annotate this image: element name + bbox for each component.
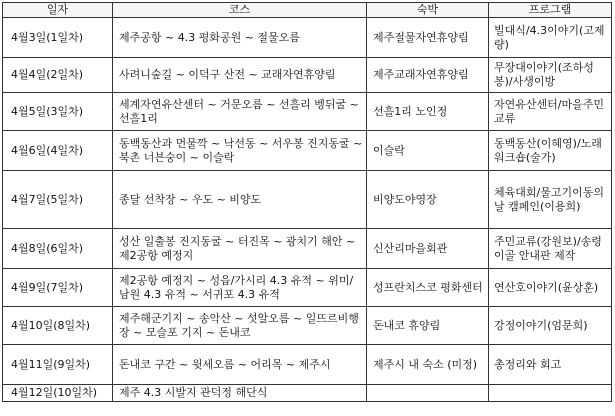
course-cell: 성산 일출봉 진지동굴 ~ 터진목 ~ 광치기 해안 ~ 제2공항 예정지 [113, 229, 367, 269]
program-cell: 동백동산(이혜영)/노래워크숍(술가) [489, 131, 612, 171]
date-cell: 4월8일(6일차) [3, 229, 113, 269]
header-lodging: 숙박 [367, 3, 489, 18]
lodging-cell: 제주교래자연휴양림 [367, 58, 489, 93]
program-cell: 자연유산센터/마을주민교류 [489, 93, 612, 131]
program-cell: 체육대회/물고기이동의날 캠페인(이용희) [489, 171, 612, 229]
header-course: 코스 [113, 3, 367, 18]
date-cell: 4월3일(1일차) [3, 18, 113, 58]
date-cell: 4월10일(8일차) [3, 307, 113, 345]
course-cell: 사려니숲길 ~ 이덕구 산전 ~ 교래자연휴양림 [113, 58, 367, 93]
table-row [3, 385, 612, 402]
lodging-cell: 이슬락 [367, 131, 489, 171]
program-cell: 빌대식/4.3이야기(고제량) [489, 18, 612, 58]
header-row [3, 3, 612, 18]
lodging-cell: 제주시 내 숙소 (미정) [367, 345, 489, 385]
course-cell: 돈내코 구간 ~ 윗세오름 ~ 어리목 ~ 제주시 [113, 345, 367, 385]
date-cell: 4월12일(10일차) [3, 385, 113, 402]
course-cell: 동백동산과 먼물깍 ~ 낙선동 ~ 서우봉 진지동굴 ~ 북촌 너븐숭이 ~ 이슬락 [113, 131, 367, 171]
date-cell: 4월11일(9일차) [3, 345, 113, 385]
course-cell: 종달 선착장 ~ 우도 ~ 비양도 [113, 171, 367, 229]
date-cell: 4월5일(3일차) [3, 93, 113, 131]
program-cell: 주민교류(강원보)/송령이골 안내판 제작 [489, 229, 612, 269]
program-cell [489, 385, 612, 402]
date-cell: 4월6일(4일차) [3, 131, 113, 171]
table-row [3, 93, 612, 131]
table-row [3, 229, 612, 269]
lodging-cell: 제주절물자연휴양림 [367, 18, 489, 58]
table-row [3, 18, 612, 58]
date-cell: 4월7일(5일차) [3, 171, 113, 229]
itinerary-table [2, 2, 612, 402]
lodging-cell [367, 385, 489, 402]
date-cell: 4월4일(2일차) [3, 58, 113, 93]
table-row [3, 58, 612, 93]
program-cell: 총정리와 회고 [489, 345, 612, 385]
program-cell: 연산호이야기(윤상훈) [489, 269, 612, 307]
course-cell: 제주해군기지 ~ 송악산 ~ 섯알오름 ~ 일뜨르비행장 ~ 모슬포 기지 ~ 돈내코 [113, 307, 367, 345]
lodging-cell: 비양도야영장 [367, 171, 489, 229]
program-cell: 강정이야기(엄문희) [489, 307, 612, 345]
table-row [3, 307, 612, 345]
table-row [3, 171, 612, 229]
course-cell: 제2공항 예정지 ~ 성읍/가시리 4.3 유적 ~ 위미/남원 4.3 유적 ~ 서귀포 4.3 유적 [113, 269, 367, 307]
header-program: 프로그램 [489, 3, 612, 18]
table-row [3, 345, 612, 385]
lodging-cell: 신산리마을회관 [367, 229, 489, 269]
course-cell: 제주 4.3 시발지 관덕정 해단식 [113, 385, 367, 402]
course-cell: 제주공항 ~ 4.3 평화공원 ~ 절물오름 [113, 18, 367, 58]
program-cell: 무장대이야기(조하성봉)/사생이방 [489, 58, 612, 93]
course-cell: 세계자연유산센터 ~ 거문오름 ~ 선흘리 벵뒤굴 ~ 선흘1리 [113, 93, 367, 131]
header-date: 일자 [3, 3, 113, 18]
lodging-cell: 성프란치스코 평화센터 [367, 269, 489, 307]
table-row [3, 269, 612, 307]
table-row [3, 131, 612, 171]
lodging-cell: 돈내코 휴양림 [367, 307, 489, 345]
lodging-cell: 선흘1리 노인정 [367, 93, 489, 131]
date-cell: 4월9일(7일차) [3, 269, 113, 307]
